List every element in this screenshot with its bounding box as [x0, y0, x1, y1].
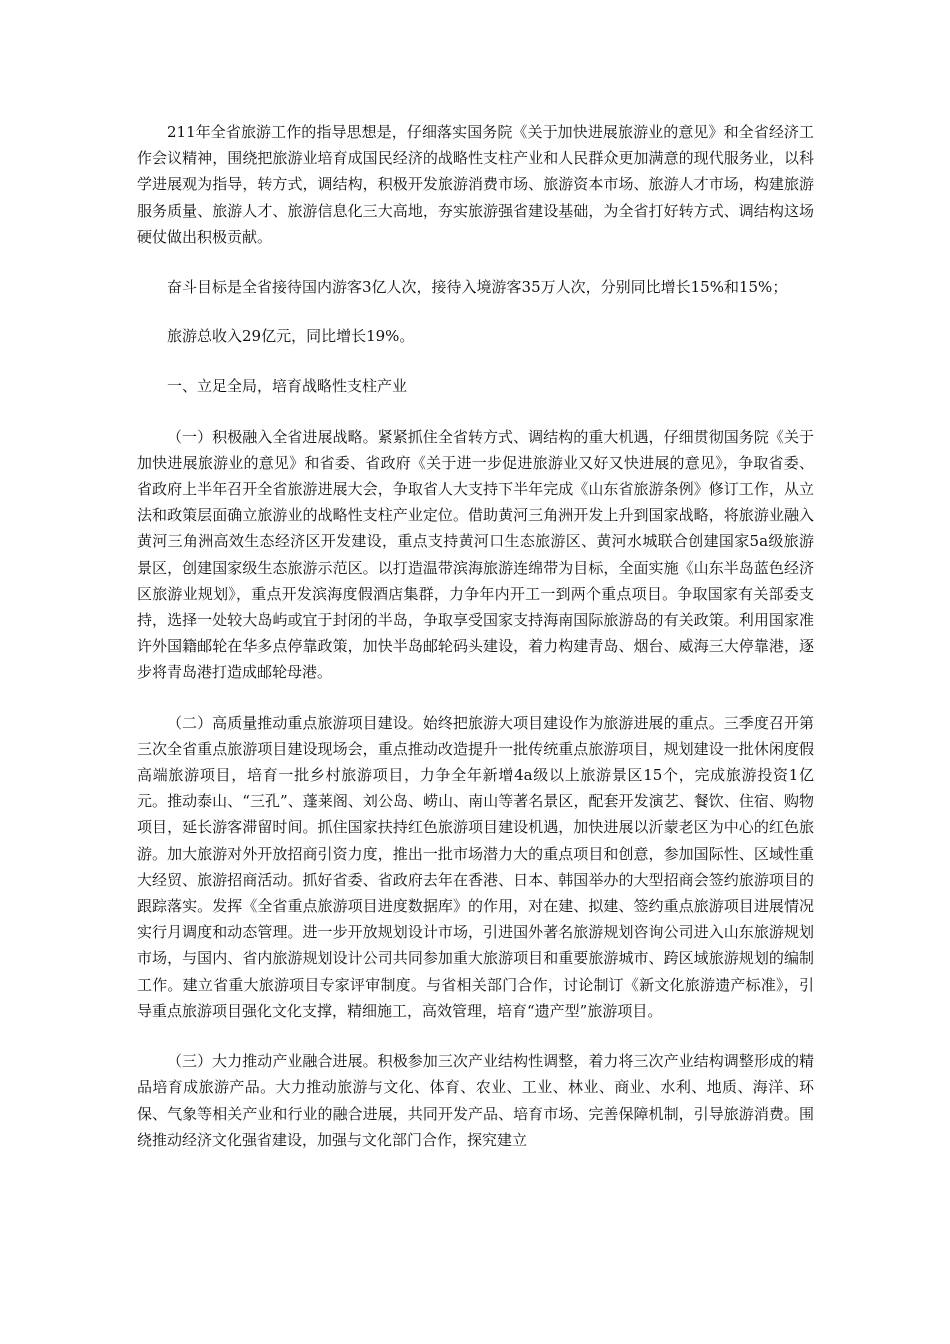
document-body: [137, 119, 814, 1177]
paragraph-item-one: （一）积极融入全省进展战略。紧紧抓住全省转方式、调结构的重大机遇，仔细贯彻国务院《关于加快进展旅游业的意见》和省委、省政府《关于进一步促进旅游业又好又快进展的意见》，争取省委、省政府上半年召开全省旅游进展大会，争取省人大支持下半年完成《山东省旅游条例》修订工作，从立法和政策层面确立旅游业的战略性支柱产业定位。借助黄河三角洲开发上升到国家战略，将旅游业融入黄河三角洲高效生态经济区开发建设，重点支持黄河口生态旅游区、黄河水城联合创建国家5a级旅游景区，创建国家级生态旅游示范区。以打造温带滨海旅游连绵带为目标，全面实施《山东半岛蓝色经济区旅游业规划》，重点开发滨海度假酒店集群，力争年内开工一到两个重点项目。争取国家有关部委支持，选择一处较大岛屿或宜于封闭的半岛，争取享受国家支持海南国际旅游岛的有关政策。利用国家准许外国籍邮轮在华多点停靠政策，加快半岛邮轮码头建设，着力构建青岛、烟台、威海三大停靠港，逐步将青岛港打造成邮轮母港。: [137, 427, 814, 682]
paragraph-item-three: （三）大力推动产业融合进展。积极参加三次产业结构性调整，着力将三次产业结构调整形成的精品培育成旅游产品。大力推动旅游与文化、体育、农业、工业、林业、商业、水利、地质、海洋、环保、气象等相关产业和行业的融合进展，共同开发产品、培育市场、完善保障机制，引导旅游消费。围绕推动经济文化强省建设，加强与文化部门合作，探究建立: [137, 1052, 814, 1149]
paragraph-target-tourists: 奋斗目标是全省接待国内游客3亿人次，接待入境游客35万人次，分别同比增长15%和15%；: [167, 278, 788, 297]
paragraph-guiding-ideology: 211年全省旅游工作的指导思想是，仔细落实国务院《关于加快进展旅游业的意见》和全省经济工作会议精神，围绕把旅游业培育成国民经济的战略性支柱产业和人民群众更加满意的现代服务业，以科学进展观为指导，转方式，调结构，积极开发旅游消费市场、旅游资本市场、旅游人才市场，构建旅游服务质量、旅游人才、旅游信息化三大高地，夯实旅游强省建设基础，为全省打好转方式、调结构这场硬仗做出积极贡献。: [137, 123, 814, 246]
section-heading-one: 一、立足全局，培育战略性支柱产业: [167, 377, 408, 396]
paragraph-target-revenue: 旅游总收入29亿元，同比增长19%。: [167, 327, 415, 346]
paragraph-item-two: （二）高质量推动重点旅游项目建设。始终把旅游大项目建设作为旅游进展的重点。三季度召开第三次全省重点旅游项目建设现场会，重点推动改造提升一批传统重点旅游项目，规划建设一批休闲度假高端旅游项目，培育一批乡村旅游项目，力争全年新增4a级以上旅游景区15个，完成旅游投资1亿元。推动泰山、“三孔”、蓬莱阁、刘公岛、崂山、南山等著名景区，配套开发演艺、餐饮、住宿、购物项目，延长游客滞留时间。抓住国家扶持红色旅游项目建设机遇，加快进展以沂蒙老区为中心的红色旅游。加大旅游对外开放招商引资力度，推出一批市场潜力大的重点项目和创意，参加国际性、区域性重大经贸、旅游招商活动。抓好省委、省政府去年在香港、日本、韩国举办的大型招商会签约旅游项目的跟踪落实。发挥《全省重点旅游项目进度数据库》的作用，对在建、拟建、签约重点旅游项目进展情况实行月调度和动态管理。进一步开放规划设计市场，引进国外著名旅游规划咨询公司进入山东旅游规划市场，与国内、省内旅游规划设计公司共同参加重大旅游项目和重要旅游城市、跨区域旅游规划的编制工作。建立省重大旅游项目专家评审制度。与省相关部门合作，讨论制订《新文化旅游遗产标准》，引导重点旅游项目强化文化支撑，精细施工，高效管理，培育“遗产型”旅游项目。: [137, 713, 814, 1020]
